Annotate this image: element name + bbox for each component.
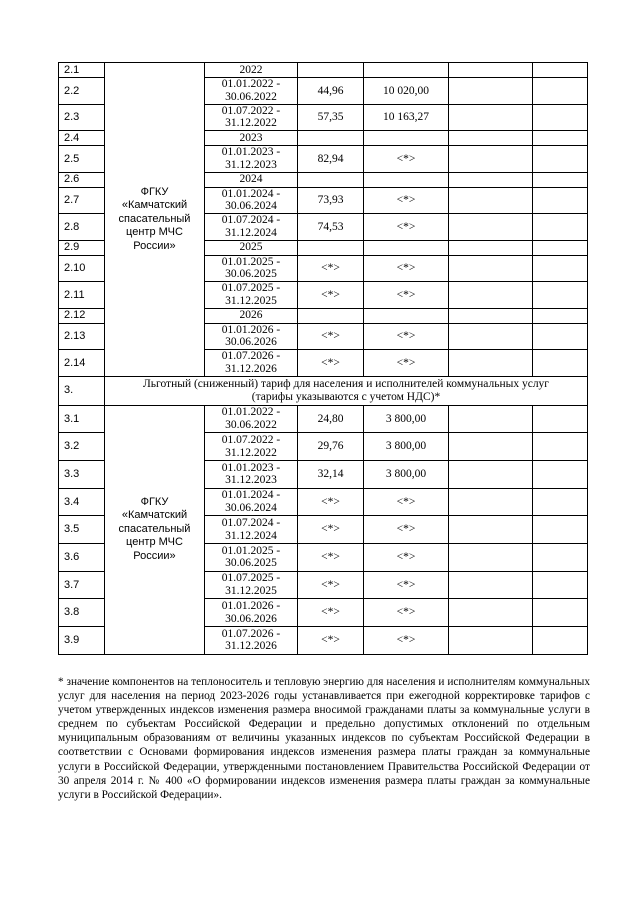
extra-cell-2: [533, 308, 588, 323]
value-2-cell: <*>: [364, 516, 449, 544]
period-cell: [205, 543, 298, 571]
row-number: 3.5: [59, 516, 105, 544]
period-line: 01.01.2025 -: [221, 255, 281, 268]
value-1-cell: <*>: [298, 599, 364, 627]
value-1-cell: <*>: [298, 255, 364, 282]
row-number: 2.6: [59, 172, 105, 187]
value-1-cell: 73,93: [298, 187, 364, 214]
period-line: 01.07.2025 -: [221, 282, 281, 295]
period-cell: [205, 323, 298, 350]
value-2-cell: 3 800,00: [364, 433, 449, 461]
period-cell: [205, 78, 298, 105]
extra-cell-2: [533, 627, 588, 655]
value-1-cell: <*>: [298, 350, 364, 377]
organization-line: спасательный: [118, 212, 191, 225]
period-cell: [205, 255, 298, 282]
row-number: 2.14: [59, 350, 105, 377]
period-cell: [205, 460, 298, 488]
value-2-cell: 3 800,00: [364, 405, 449, 433]
value-1-cell: <*>: [298, 627, 364, 655]
period-cell: [205, 282, 298, 309]
value-1-cell: 29,76: [298, 433, 364, 461]
table-row: [59, 63, 588, 78]
value-2-cell: <*>: [364, 146, 449, 173]
row-number: 2.9: [59, 240, 105, 255]
extra-cell-1: [449, 323, 533, 350]
period-line: 31.12.2022: [225, 446, 277, 459]
row-number: 2.3: [59, 104, 105, 131]
value-2-cell: <*>: [364, 282, 449, 309]
value-2-cell: [364, 131, 449, 146]
extra-cell-2: [533, 405, 588, 433]
organization-line: России»: [133, 549, 176, 562]
value-2-cell: <*>: [364, 350, 449, 377]
value-2-cell: <*>: [364, 488, 449, 516]
value-2-cell: 10 163,27: [364, 104, 449, 131]
value-1-cell: <*>: [298, 543, 364, 571]
period-line: 01.01.2026 -: [221, 323, 281, 336]
extra-cell-1: [449, 104, 533, 131]
year-cell: 2024: [205, 172, 298, 187]
period-line: 01.07.2022 -: [221, 434, 281, 447]
extra-cell-2: [533, 350, 588, 377]
period-line: 31.12.2025: [225, 294, 277, 307]
organization-line: центр МЧС: [126, 536, 183, 549]
extra-cell-2: [533, 571, 588, 599]
value-1-cell: [298, 131, 364, 146]
value-1-cell: 74,53: [298, 214, 364, 241]
period-cell: [205, 405, 298, 433]
value-2-cell: <*>: [364, 214, 449, 241]
value-1-cell: 24,80: [298, 405, 364, 433]
tariff-table: [58, 62, 588, 655]
period-line: 31.12.2026: [225, 640, 277, 653]
value-1-cell: <*>: [298, 323, 364, 350]
row-number: 2.12: [59, 308, 105, 323]
extra-cell-2: [533, 214, 588, 241]
section-header-row: [59, 376, 588, 405]
value-2-cell: <*>: [364, 543, 449, 571]
organization-cell: [105, 405, 205, 654]
extra-cell-2: [533, 599, 588, 627]
row-number: 2.7: [59, 187, 105, 214]
value-2-cell: <*>: [364, 255, 449, 282]
section-number: 3.: [59, 376, 105, 405]
extra-cell-1: [449, 308, 533, 323]
row-number: 3.3: [59, 460, 105, 488]
period-line: 01.01.2024 -: [221, 489, 281, 502]
extra-cell-2: [533, 543, 588, 571]
period-line: 01.01.2026 -: [221, 600, 281, 613]
row-number: 2.11: [59, 282, 105, 309]
period-line: 01.01.2024 -: [221, 187, 281, 200]
extra-cell-2: [533, 146, 588, 173]
period-cell: [205, 627, 298, 655]
row-number: 2.13: [59, 323, 105, 350]
period-line: 31.12.2026: [225, 362, 277, 375]
row-number: 3.1: [59, 405, 105, 433]
extra-cell-1: [449, 63, 533, 78]
extra-cell-1: [449, 146, 533, 173]
period-cell: [205, 214, 298, 241]
value-2-cell: [364, 63, 449, 78]
year-cell: 2023: [205, 131, 298, 146]
section-title: [105, 376, 588, 405]
row-number: 3.4: [59, 488, 105, 516]
value-1-cell: [298, 172, 364, 187]
organization-cell: [105, 63, 205, 377]
value-2-cell: <*>: [364, 187, 449, 214]
period-line: 31.12.2024: [225, 226, 277, 239]
period-line: 01.07.2026 -: [221, 627, 281, 640]
period-line: 30.06.2025: [225, 268, 277, 281]
value-1-cell: <*>: [298, 282, 364, 309]
period-line: 31.12.2022: [225, 117, 277, 130]
extra-cell-2: [533, 282, 588, 309]
extra-cell-1: [449, 350, 533, 377]
extra-cell-1: [449, 240, 533, 255]
period-line: 30.06.2024: [225, 200, 277, 213]
extra-cell-1: [449, 488, 533, 516]
extra-cell-1: [449, 78, 533, 105]
period-cell: [205, 350, 298, 377]
extra-cell-1: [449, 599, 533, 627]
extra-cell-1: [449, 214, 533, 241]
organization-line: России»: [133, 239, 176, 252]
extra-cell-2: [533, 516, 588, 544]
period-line: 30.06.2024: [225, 501, 277, 514]
row-number: 3.6: [59, 543, 105, 571]
extra-cell-1: [449, 255, 533, 282]
period-line: 30.06.2026: [225, 336, 277, 349]
value-2-cell: [364, 172, 449, 187]
extra-cell-1: [449, 282, 533, 309]
period-line: 01.01.2022 -: [221, 78, 281, 91]
year-cell: 2025: [205, 240, 298, 255]
section-title-line: (тарифы указываются с учетом НДС)*: [251, 390, 441, 403]
period-cell: [205, 516, 298, 544]
row-number: 2.5: [59, 146, 105, 173]
organization-line: «Камчатский: [121, 199, 188, 211]
row-number: 2.8: [59, 214, 105, 241]
period-cell: [205, 488, 298, 516]
row-number: 3.9: [59, 627, 105, 655]
extra-cell-1: [449, 516, 533, 544]
footnote: * значение компонентов на теплоноситель и тепловую энергию для населения и исполнителям коммунальных услуг для населения на период 2023-2026 годы устанавливается при ежегодной корректировке тарифов с учетом утвержденных индексов изменения размера вносимой гражданами платы за коммунальные услуги в среднем по субъектам Российской Федерации и предельно допустимых отклонений по отдельным муниципальным образованиям от величины указанных индексов по субъектам Российской Федерации в соответствии с Основами формирования индексов изменения размера платы граждан за коммунальные услуги в Российской Федерации, утвержденными постановлением Правительства Российской Федерации от 30 апреля 2014 г. № 400 «О формировании индексов изменения размера платы граждан за коммунальные услуги в Российской Федерации».: [58, 676, 590, 801]
extra-cell-1: [449, 543, 533, 571]
extra-cell-2: [533, 63, 588, 78]
extra-cell-2: [533, 433, 588, 461]
extra-cell-1: [449, 405, 533, 433]
year-cell: 2026: [205, 308, 298, 323]
extra-cell-2: [533, 104, 588, 131]
extra-cell-1: [449, 131, 533, 146]
organization-line: спасательный: [118, 522, 191, 535]
extra-cell-1: [449, 187, 533, 214]
extra-cell-1: [449, 571, 533, 599]
value-2-cell: <*>: [364, 627, 449, 655]
period-line: 30.06.2025: [225, 557, 277, 570]
value-2-cell: <*>: [364, 323, 449, 350]
organization-line: центр МЧС: [126, 226, 183, 238]
value-2-cell: <*>: [364, 599, 449, 627]
table-row: [59, 405, 588, 433]
value-2-cell: [364, 240, 449, 255]
value-2-cell: [364, 308, 449, 323]
period-line: 01.07.2025 -: [221, 572, 281, 585]
value-1-cell: <*>: [298, 516, 364, 544]
extra-cell-2: [533, 460, 588, 488]
row-number: 3.8: [59, 599, 105, 627]
period-line: 31.12.2024: [225, 529, 277, 542]
row-number: 2.1: [59, 63, 105, 78]
extra-cell-2: [533, 488, 588, 516]
period-line: 30.06.2022: [225, 418, 277, 431]
extra-cell-1: [449, 627, 533, 655]
value-1-cell: [298, 308, 364, 323]
extra-cell-2: [533, 78, 588, 105]
value-2-cell: <*>: [364, 571, 449, 599]
value-1-cell: <*>: [298, 488, 364, 516]
value-2-cell: 3 800,00: [364, 460, 449, 488]
row-number: 2.4: [59, 131, 105, 146]
section-title-line: Льготный (сниженный) тариф для населения и исполнителей коммунальных услуг: [142, 377, 550, 390]
row-number: 2.10: [59, 255, 105, 282]
extra-cell-2: [533, 131, 588, 146]
value-1-cell: [298, 63, 364, 78]
period-line: 30.06.2022: [225, 90, 277, 103]
extra-cell-2: [533, 323, 588, 350]
value-1-cell: [298, 240, 364, 255]
period-cell: [205, 146, 298, 173]
period-line: 31.12.2023: [225, 158, 277, 171]
period-line: 30.06.2026: [225, 612, 277, 625]
tariff-table-body: [59, 63, 588, 655]
period-cell: [205, 433, 298, 461]
extra-cell-1: [449, 433, 533, 461]
period-cell: [205, 187, 298, 214]
period-line: 01.01.2022 -: [221, 406, 281, 419]
period-line: 01.01.2023 -: [221, 146, 281, 159]
row-number: 3.7: [59, 571, 105, 599]
value-1-cell: 82,94: [298, 146, 364, 173]
extra-cell-2: [533, 255, 588, 282]
period-cell: [205, 571, 298, 599]
extra-cell-1: [449, 172, 533, 187]
period-line: 01.01.2025 -: [221, 544, 281, 557]
extra-cell-2: [533, 172, 588, 187]
organization-line: ФГКУ: [140, 495, 169, 508]
value-2-cell: 10 020,00: [364, 78, 449, 105]
extra-cell-2: [533, 240, 588, 255]
period-cell: [205, 599, 298, 627]
value-1-cell: 44,96: [298, 78, 364, 105]
year-cell: 2022: [205, 63, 298, 78]
period-line: 31.12.2025: [225, 584, 277, 597]
row-number: 3.2: [59, 433, 105, 461]
period-line: 01.01.2023 -: [221, 461, 281, 474]
value-1-cell: 57,35: [298, 104, 364, 131]
organization-line: ФГКУ: [140, 185, 169, 198]
extra-cell-2: [533, 187, 588, 214]
period-cell: [205, 104, 298, 131]
period-line: 01.07.2024 -: [221, 214, 281, 227]
extra-cell-1: [449, 460, 533, 488]
row-number: 2.2: [59, 78, 105, 105]
period-line: 01.07.2026 -: [221, 350, 281, 363]
value-1-cell: 32,14: [298, 460, 364, 488]
value-1-cell: <*>: [298, 571, 364, 599]
period-line: 01.07.2024 -: [221, 517, 281, 530]
organization-line: «Камчатский: [121, 509, 188, 522]
period-line: 01.07.2022 -: [221, 104, 281, 117]
period-line: 31.12.2023: [225, 474, 277, 487]
